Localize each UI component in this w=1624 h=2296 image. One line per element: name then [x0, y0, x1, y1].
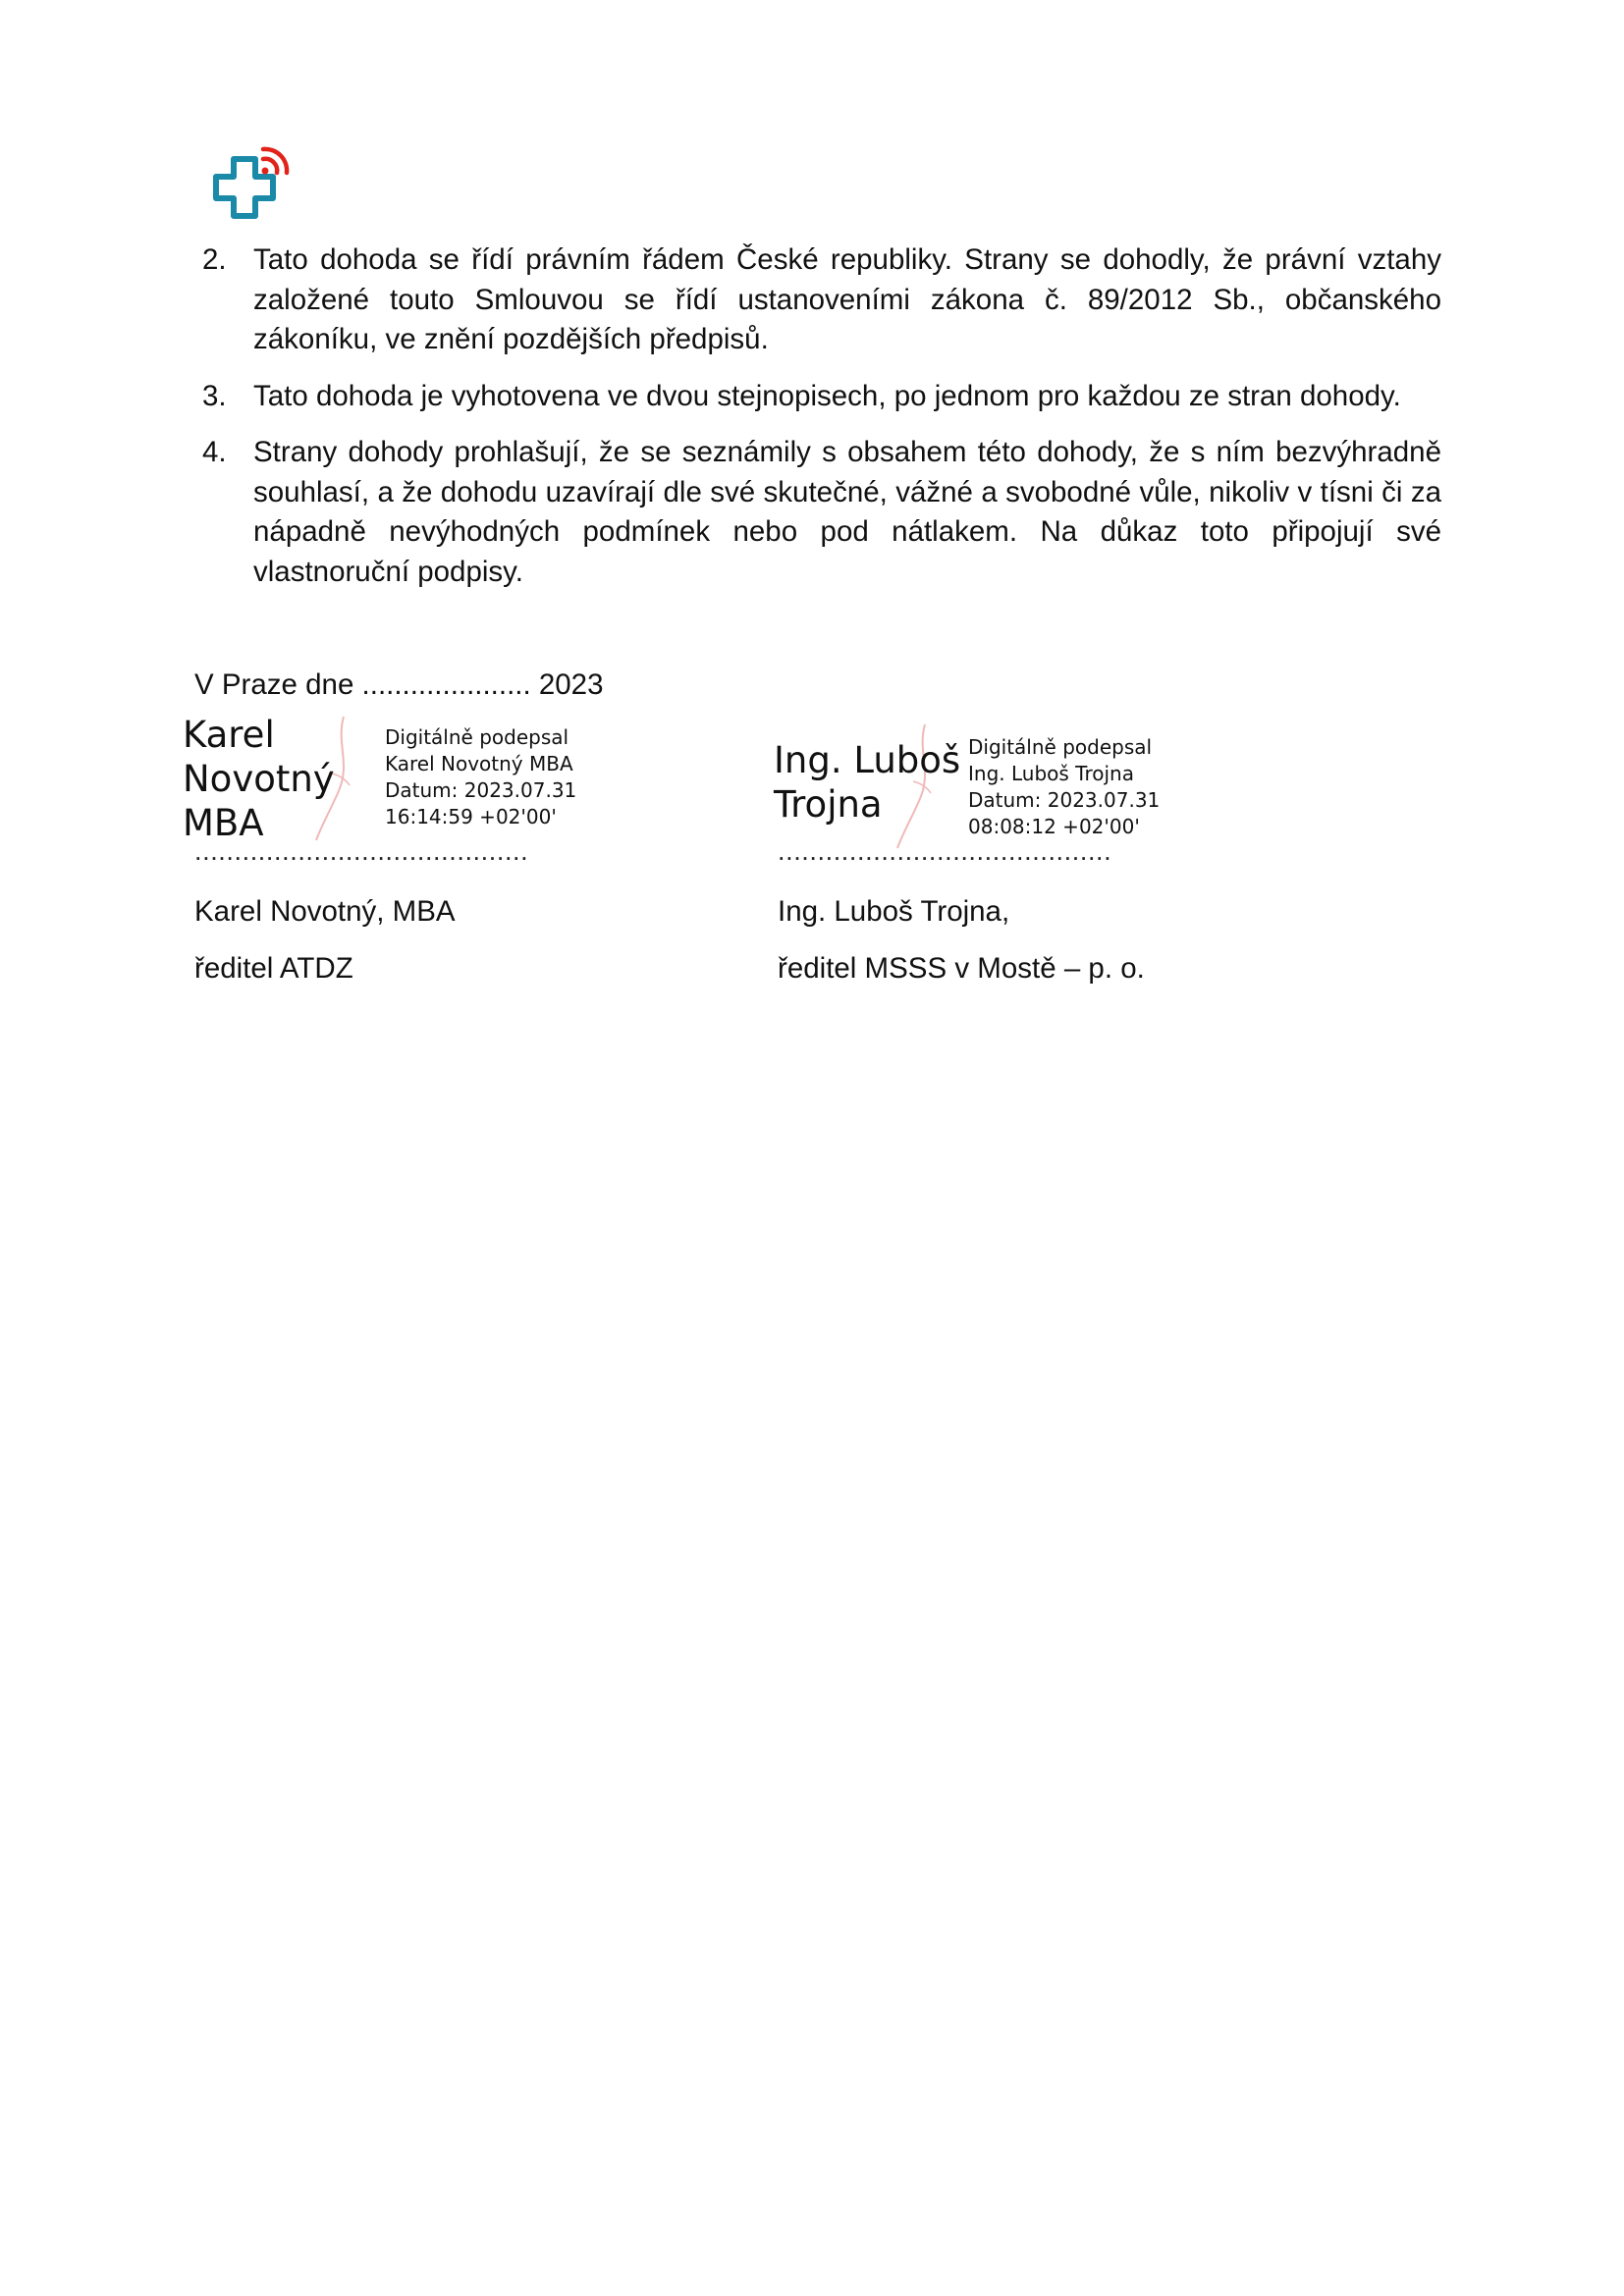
signer-name-large — [774, 738, 960, 827]
clause-text: Tato dohoda se řídí právním řádem České republiky. Strany se dohodly, že právní vztahy založené touto Smlouvou se řídí ustanoveními zákona č. 89/2012 Sb., občanského zákoníku, ve znění pozdějších předpisů. — [253, 243, 1441, 355]
signatory-role: ředitel ATDZ — [194, 952, 353, 985]
clause-number: 3. — [202, 379, 227, 412]
signatory-role: ředitel MSSS v Mostě – p. o. — [778, 952, 1145, 985]
signer-name-line: Karel — [183, 714, 275, 756]
signer-name-line: Ing. Luboš — [774, 739, 961, 781]
signatory-name: Karel Novotný, MBA — [194, 895, 456, 928]
clause-list — [202, 240, 1441, 609]
clause-item — [202, 377, 1441, 417]
signature-detail-line: Digitálně podepsal — [385, 725, 569, 749]
signature-detail-line: Digitálně podepsal — [968, 735, 1153, 759]
digital-signature-right — [774, 717, 1265, 854]
signatory-right — [778, 892, 1145, 988]
signature-details — [968, 734, 1160, 840]
digital-signature-left — [183, 713, 674, 850]
signature-detail-line: Ing. Luboš Trojna — [968, 762, 1134, 785]
clause-number: 2. — [202, 243, 227, 276]
signatory-name: Ing. Luboš Trojna, — [778, 895, 1010, 928]
signature-detail-line: Karel Novotný MBA — [385, 752, 573, 775]
signature-line-left: .......................................... — [194, 836, 529, 866]
clause-number: 4. — [202, 436, 227, 468]
signer-name-line: Novotný — [183, 758, 335, 800]
clause-item — [202, 433, 1441, 592]
signature-detail-line: Datum: 2023.07.31 — [968, 788, 1161, 812]
clause-item — [202, 240, 1441, 360]
signer-name-large — [183, 713, 335, 845]
signer-name-line: Trojna — [774, 783, 883, 826]
signature-detail-line: Datum: 2023.07.31 — [385, 778, 577, 802]
clause-text: Tato dohoda je vyhotovena ve dvou stejnopisech, po jednom pro každou ze stran dohody. — [253, 379, 1401, 412]
signer-name-line: MBA — [183, 802, 264, 844]
clause-text: Strany dohody prohlašují, že se seznámily s obsahem této dohody, že s ním bezvýhradně souhlasí, a že dohodu uzavírají dle své skutečné, vážné a svobodné vůle, nikoliv v tísni či za nápadně nevýhodných podmínek nebo pod nátlakem. Na důkaz toto připojují své vlastnoruční podpisy. — [253, 436, 1441, 588]
signature-detail-line: 16:14:59 +02'00' — [385, 805, 557, 828]
place-date-line: V Praze dne ..................... 2023 — [194, 668, 604, 701]
signature-detail-line: 08:08:12 +02'00' — [968, 815, 1140, 838]
signatory-left — [194, 892, 456, 988]
organization-logo — [204, 143, 298, 234]
medical-cross-signal-icon — [204, 143, 298, 234]
signature-details — [385, 724, 576, 830]
signature-line-right: .......................................... — [778, 836, 1112, 866]
